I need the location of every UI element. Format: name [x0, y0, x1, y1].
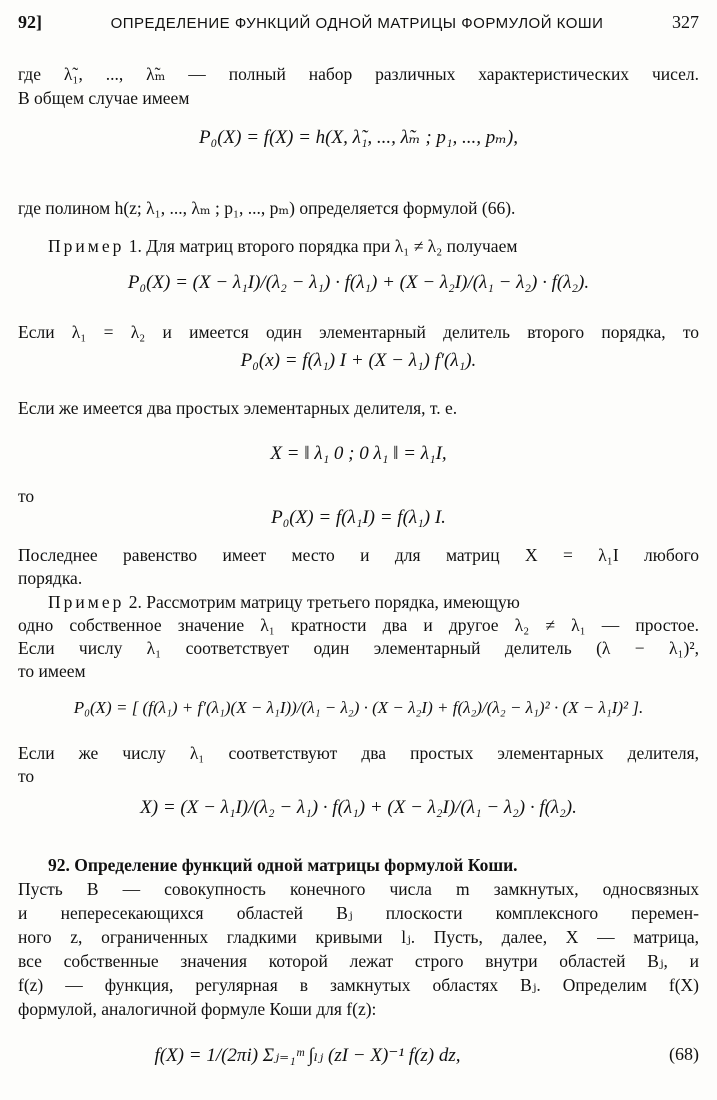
text-line: где полином h(z; λ₁, ..., λₘ ; p₁, ..., pₘ) определяется формулой (66).: [18, 198, 516, 218]
text-line: f(z) — функция, регулярная в замкнутых областях Bⱼ. Определим f(X): [18, 975, 699, 995]
text-line: В общем случае имеем: [18, 88, 190, 108]
text-line: все собственные значения которой лежат строго внутри областей Bⱼ, и: [18, 951, 699, 971]
text-line: где λ̃₁, ..., λ̃ₘ — полный набор различных характеристических чисел.: [18, 64, 699, 84]
section-marker: 92]: [18, 12, 42, 32]
text-line: одно собственное значение λ₁ кратности два и другое λ₂ ≠ λ₁ — простое.: [18, 615, 699, 635]
formula: P₀(x) = f(λ₁) I + (X − λ₁) f′(λ₁).: [240, 350, 477, 371]
text-line: Если же имеется два простых элементарных делителя, т. е.: [18, 398, 458, 418]
text-line: порядка.: [18, 568, 83, 588]
text-line: то: [18, 486, 35, 506]
equation-number: (68): [669, 1044, 699, 1064]
text-line: Если числу λ₁ соответствует один элементарный делитель (λ − λ₁)²,: [18, 638, 699, 658]
text-line: Последнее равенство имеет место и для матриц X = λ₁I любого: [18, 545, 699, 565]
page-header: [18, 12, 699, 40]
text-line: и непересекающихся областей Bⱼ плоскости комплексного перемен-: [18, 903, 699, 923]
text-line: Если же числу λ₁ соответствуют два простых элементарных делителя,: [18, 743, 699, 763]
formula: P₀(X) = (X − λ₁I)/(λ₂ − λ₁) · f(λ₁) + (X − λ₂I)/(λ₁ − λ₂) · f(λ₂).: [127, 272, 590, 293]
example-text: 2. Рассмотрим матрицу третьего порядка, имеющую: [128, 592, 520, 612]
example-label: Пример: [48, 236, 125, 256]
page-number: 327: [672, 12, 699, 32]
formula: P₀(X) = f(λ₁I) = f(λ₁) I.: [271, 507, 446, 528]
text-line: Если λ₁ = λ₂ и имеется один элементарный делитель второго порядка, то: [18, 322, 699, 342]
formula: P₀(X) = f(X) = h(X, λ̃₁, ..., λ̃ₘ ; p₁, ..., pₘ),: [199, 127, 518, 148]
section-heading: 92. Определение функций одной матрицы формулой Коши.: [48, 855, 518, 875]
text-line: Пусть B — совокупность конечного числа m замкнутых, односвязных: [18, 879, 699, 899]
text-line: формулой, аналогичной формуле Коши для f(z):: [18, 999, 377, 1019]
example-line: [48, 234, 699, 258]
formula: f(X) = 1/(2πi) Σⱼ₌₁ᵐ ∫ₗⱼ (zI − X)⁻¹ f(z) dz,: [154, 1045, 461, 1066]
example-line: [48, 590, 699, 614]
example-label: Пример: [48, 592, 125, 612]
formula: P₀(X) = [ (f(λ₁) + f′(λ₁)(X − λ₁I))/(λ₁ − λ₂) · (X − λ₂I) + f(λ₂)/(λ₂ − λ₁)² · (X − λ₁I)² ].: [73, 698, 644, 717]
formula: X) = (X − λ₁I)/(λ₂ − λ₁) · f(λ₁) + (X − λ₂I)/(λ₁ − λ₂) · f(λ₂).: [140, 797, 577, 818]
example-text: 1. Для матриц второго порядка при λ₁ ≠ λ₂ получаем: [128, 236, 518, 256]
formula: X = ‖ λ₁ 0 ; 0 λ₁ ‖ = λ₁I,: [270, 443, 447, 464]
text-line: ного z, ограниченных гладкими кривыми lⱼ. Пусть, далее, X — матрица,: [18, 927, 699, 947]
text-line: то имеем: [18, 661, 86, 681]
text-line: то: [18, 766, 35, 786]
running-title: ОПРЕДЕЛЕНИЕ ФУНКЦИЙ ОДНОЙ МАТРИЦЫ ФОРМУЛОЙ КОШИ: [110, 15, 604, 32]
